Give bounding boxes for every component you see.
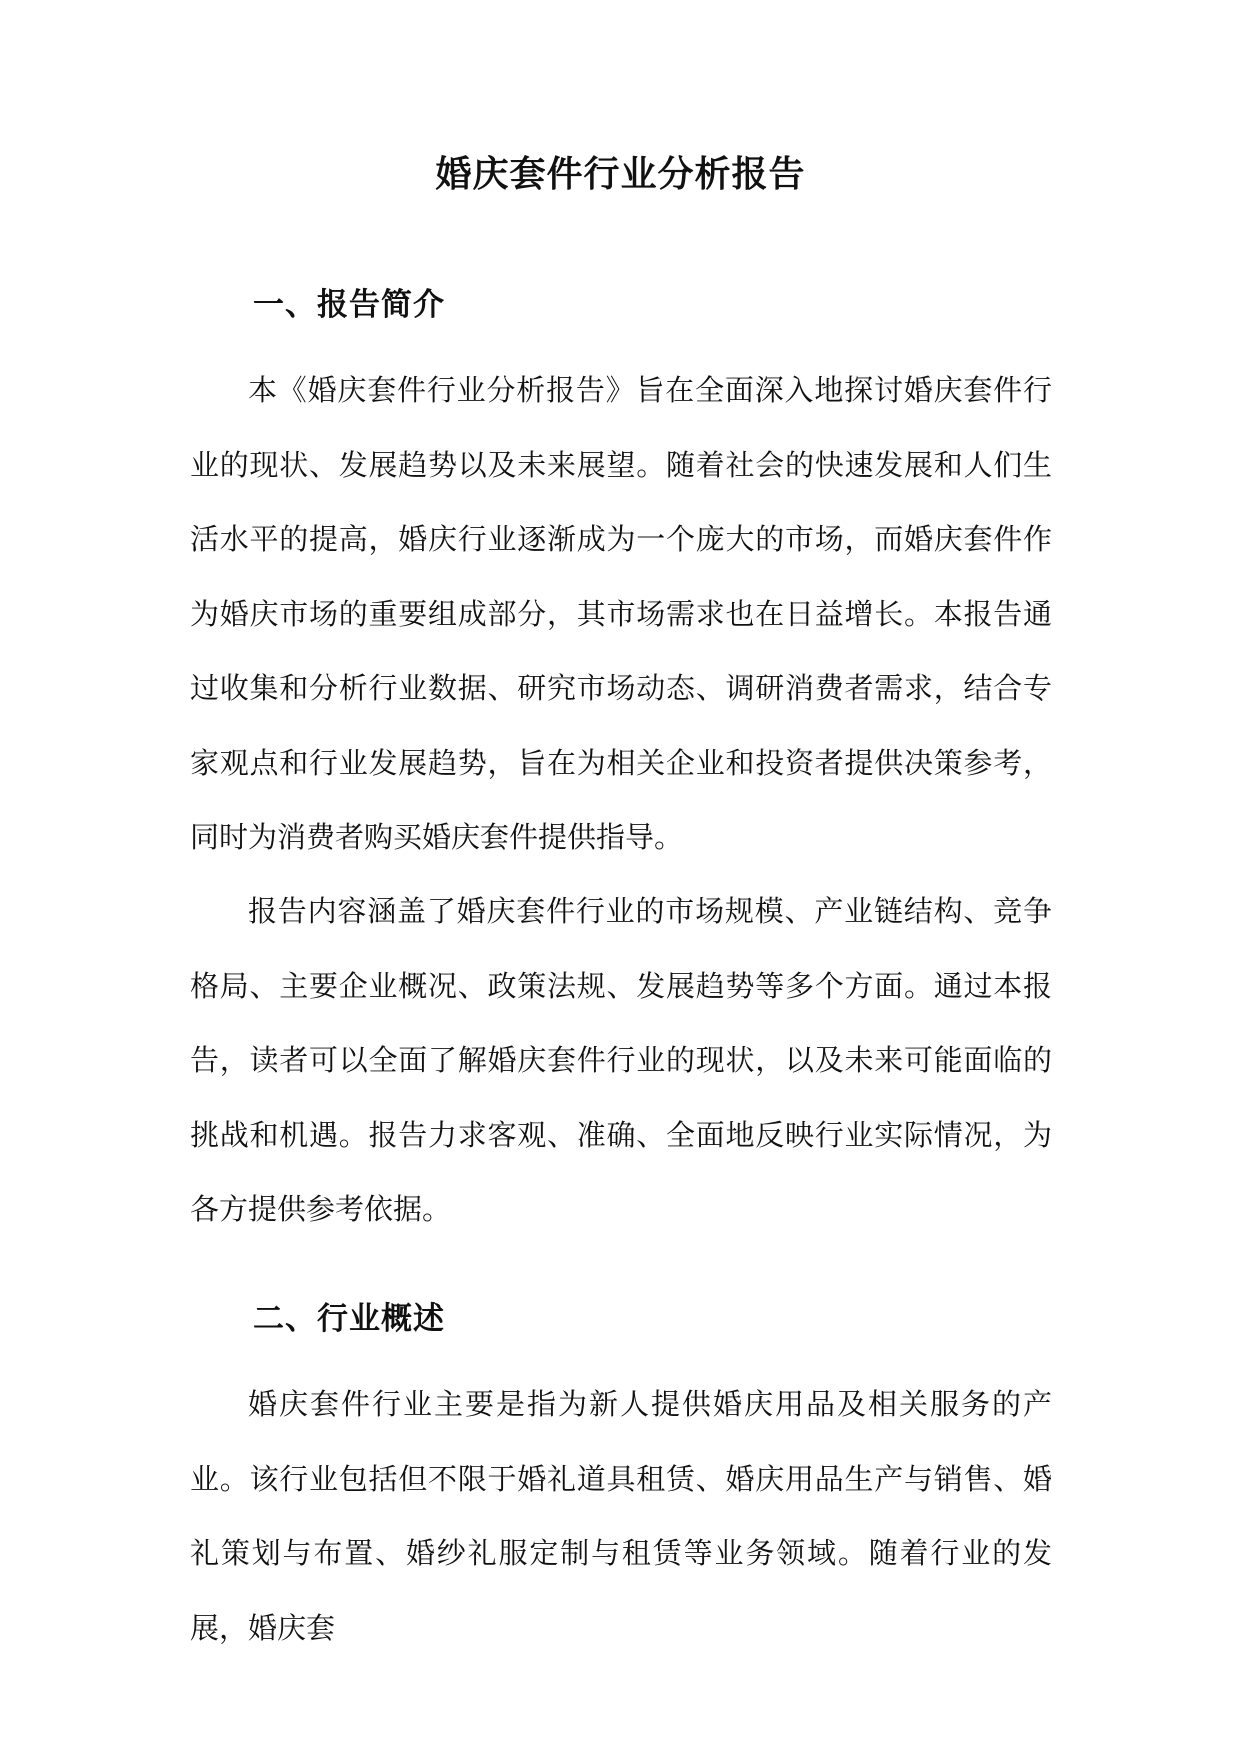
section-heading-industry-overview: 二、行业概述 [253, 1301, 445, 1337]
section-heading-introduction: 一、报告简介 [253, 287, 445, 323]
paragraph-introduction-2: 报告内容涵盖了婚庆套件行业的市场规模、产业链结构、竞争格局、主要企业概况、政策法规、发展趋势等多个方面。通过本报告，读者可以全面了解婚庆套件行业的现状，以及未来可能面临的挑战和机遇。报告力求客观、准确、全面地反映行业实际情况，为各方提供参考依据。 [190, 894, 1052, 1226]
document-title: 婚庆套件行业分析报告 [435, 153, 806, 195]
paragraph-introduction-1: 本《婚庆套件行业分析报告》旨在全面深入地探讨婚庆套件行业的现状、发展趋势以及未来展望。随着社会的快速发展和人们生活水平的提高，婚庆行业逐渐成为一个庞大的市场，而婚庆套件作为婚庆市场的重要组成部分，其市场需求也在日益增长。本报告通过收集和分析行业数据、研究市场动态、调研消费者需求，结合专家观点和行业发展趋势，旨在为相关企业和投资者提供决策参考，同时为消费者购买婚庆套件提供指导。 [190, 373, 1052, 854]
paragraph-industry-overview-1: 婚庆套件行业主要是指为新人提供婚庆用品及相关服务的产业。该行业包括但不限于婚礼道具租赁、婚庆用品生产与销售、婚礼策划与布置、婚纱礼服定制与租赁等业务领域。随着行业的发展，婚庆套 [190, 1387, 1052, 1645]
